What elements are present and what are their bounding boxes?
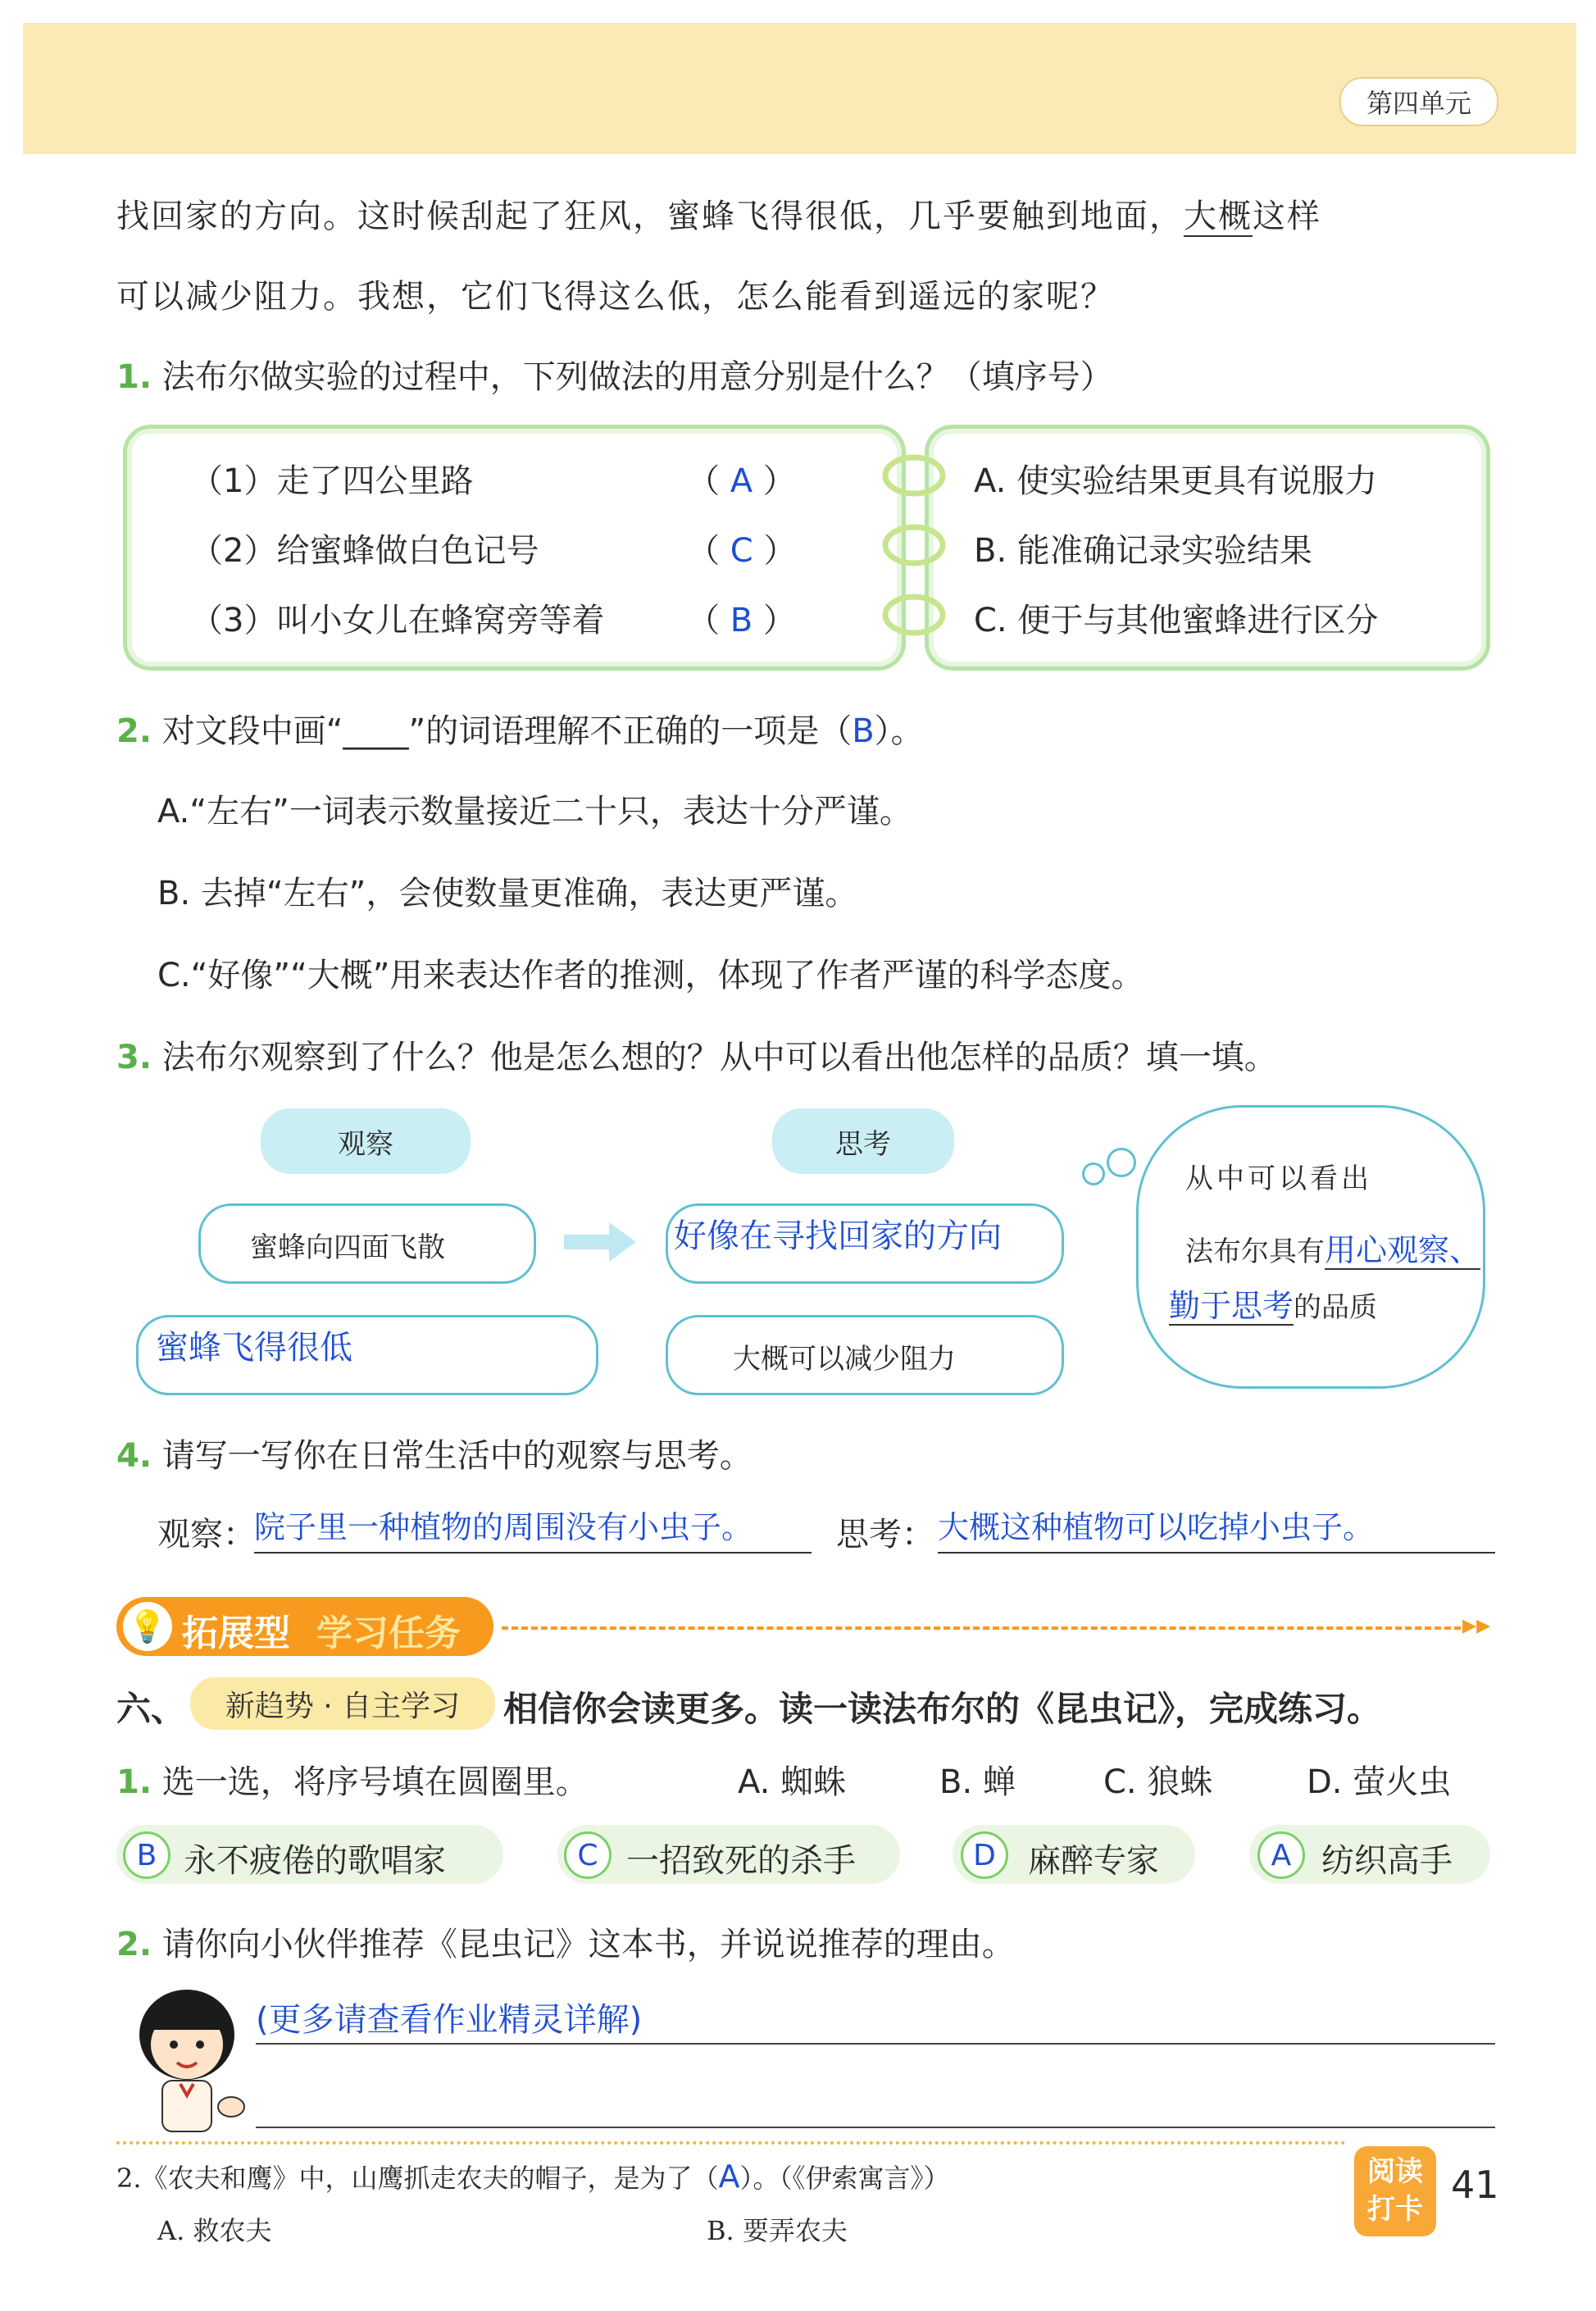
unit-badge: 第四单元 [1339,77,1498,126]
observe-header: 观察 [261,1108,471,1174]
footer-answer[interactable]: A [718,2159,740,2195]
thought-dot [1107,1148,1136,1177]
reading-checkin-badge: 阅读打卡 [1354,2146,1436,2236]
q4-think-answer[interactable]: 大概这种植物可以吃掉小虫子。 [938,1502,1495,1554]
q2-option: C.“好像”“大概”用来表达作者的推测，体现了作者严谨的科学态度。 [157,957,1144,994]
cloud-line-2: 法布尔具有用心观察、 [1185,1232,1481,1268]
lightbulb-icon: 💡 [123,1602,172,1651]
q4-think-label: 思考： [836,1516,934,1554]
choice: B. 蝉 [939,1763,1016,1801]
q4-observe-label: 观察： [157,1516,256,1554]
page-number: 41 [1451,2163,1499,2207]
answer-circle[interactable]: B [123,1831,171,1879]
cloud-line-1: 从中可以看出 [1185,1162,1372,1195]
double-arrow-icon: ▸▸ [1462,1608,1491,1641]
thought-dot [1082,1162,1105,1185]
q1-answer-slot[interactable]: （ A ） [687,462,796,500]
answer-circle[interactable]: A [1257,1831,1305,1879]
girl-illustration [123,1984,254,2140]
trend-tag: 新趋势 · 自主学习 [190,1677,495,1730]
q1-left-item: （3）叫小女儿在蜂窝旁等着 [190,602,605,639]
section-title-1: 拓展型 [182,1613,290,1654]
q2-option: A.“左右”一词表示数量接近二十只，表达十分严谨。 [157,793,912,830]
q2-answer[interactable]: B [852,712,875,750]
q1-left-item: （2）给蜜蜂做白色记号 [190,532,539,570]
q1-answer-slot[interactable]: （ C ） [687,532,797,570]
q1-right-item: A. 使实验结果更具有说服力 [974,462,1378,500]
part-six-label: 六、 [116,1689,186,1729]
observe-answer-2[interactable]: 蜜蜂飞得很低 [156,1329,352,1367]
section-title-2: 学习任务 [316,1613,461,1654]
part-six-text: 相信你会读更多。读一读法布尔的《昆虫记》，完成练习。 [503,1689,1382,1729]
item-label: 纺织高手 [1321,1842,1453,1880]
passage-line-1: 找回家的方向。这时候刮起了狂风，蜜蜂飞得很低，几乎要触到地面，大概这样 [116,198,1321,235]
question-3: 3. 法布尔观察到了什么？他是怎么想的？从中可以看出他怎样的品质？填一填。 [116,1039,1277,1076]
six-question-1: 1. 选一选，将序号填在圆圈里。 [116,1763,589,1801]
wavy-edge [23,123,1576,172]
answer-circle[interactable]: D [961,1831,1008,1879]
answer-circle[interactable]: C [564,1831,612,1879]
footer-option-a: A. 救农夫 [157,2215,272,2246]
choice: A. 蜘蛛 [738,1763,847,1801]
observe-text-1: 蜜蜂向四面飞散 [250,1231,445,1264]
q1-left-item: （1）走了四公里路 [190,462,474,500]
cloud-answer-1[interactable]: 用心观察、 [1325,1232,1481,1268]
question-2: 2. 对文段中画“____”的词语理解不正确的一项是（B）。 [116,712,924,750]
answer-line [256,2043,1495,2045]
item-label: 麻醉专家 [1028,1842,1159,1880]
think-answer-1[interactable]: 好像在寻找回家的方向 [674,1217,1002,1255]
choice: C. 狼蛛 [1103,1763,1213,1801]
cloud-answer-2[interactable]: 勤于思考 [1169,1288,1294,1324]
think-text-2: 大概可以减少阻力 [733,1343,956,1376]
q1-right-item: B. 能准确记录实验结果 [974,532,1312,570]
six-question-2: 2. 请你向小伙伴推荐《昆虫记》这本书，并说说推荐的理由。 [116,1926,1015,1963]
footer-divider [116,2141,1346,2145]
passage-line-2: 可以减少阻力。我想，它们飞得这么低，怎么能看到遥远的家呢？ [116,278,1115,316]
cloud-line-3: 勤于思考的品质 [1169,1288,1378,1324]
question-4: 4. 请写一写你在日常生活中的观察与思考。 [116,1437,753,1475]
section-divider [502,1626,1461,1630]
footer-question: 2.《农夫和鹰》中，山鹰抓走农夫的帽子，是为了（A）。（《伊索寓言》） [116,2159,950,2195]
ring-binders [869,443,959,648]
q1-answer-slot[interactable]: （ B ） [687,602,796,639]
q4-observe-answer[interactable]: 院子里一种植物的周围没有小虫子。 [254,1502,812,1554]
item-label: 永不疲倦的歌唱家 [184,1842,446,1880]
question-1: 1. 法布尔做实验的过程中，下列做法的用意分别是什么？（填序号） [116,358,1113,396]
think-header: 思考 [772,1108,954,1174]
q1-right-item: C. 便于与其他蜜蜂进行区分 [974,602,1379,639]
arrow-right-icon [564,1218,638,1266]
q2-option: B. 去掉“左右”，会使数量更准确，表达更严谨。 [157,875,858,912]
q2-answer-text[interactable]: (更多请查看作业精灵详解) [256,2001,643,2039]
answer-line [256,2127,1495,2128]
footer-option-b: B. 要弄农夫 [707,2215,848,2246]
choice: D. 萤火虫 [1307,1763,1452,1801]
item-label: 一招致死的杀手 [626,1842,856,1880]
underlined-word: 大概 [1184,198,1253,235]
